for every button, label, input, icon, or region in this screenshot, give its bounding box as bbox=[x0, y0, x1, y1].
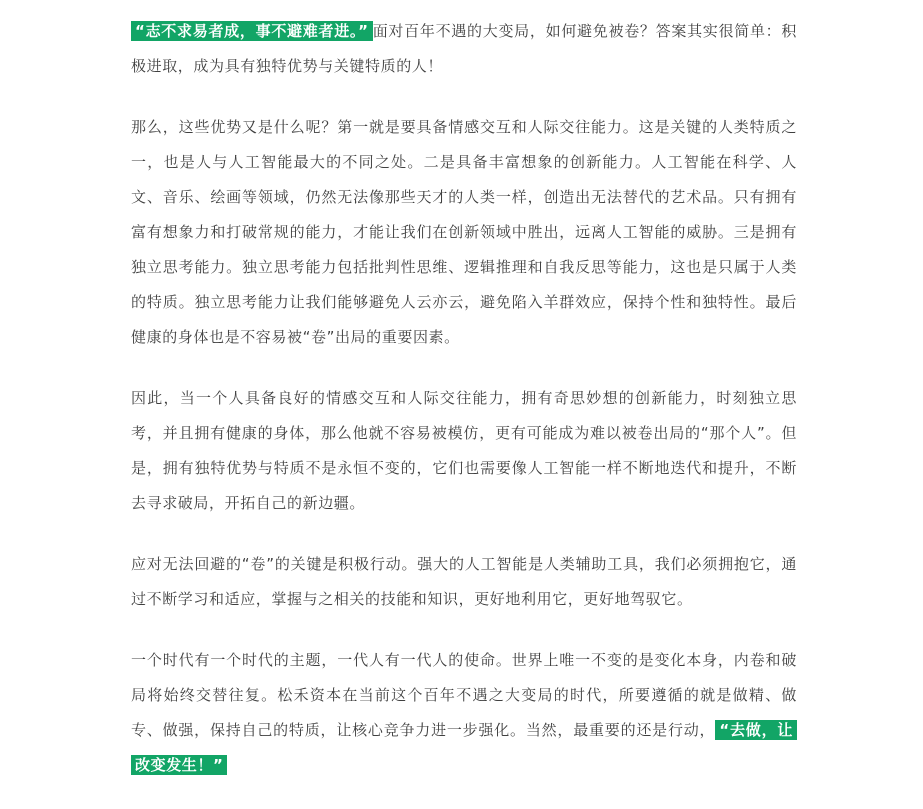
highlighted-quote: “志不求易者成，事不避难者进。” bbox=[131, 21, 373, 41]
paragraph-text: 应对无法回避的“卷”的关键是积极行动。强大的人工智能是人类辅助工具，我们必须拥抱它，通过不断学习和适应，掌握与之相关的技能和知识，更好地利用它，更好地驾驭它。 bbox=[131, 555, 797, 608]
paragraph-therefore bbox=[131, 381, 797, 521]
article-body bbox=[131, 14, 797, 809]
paragraph-conclusion bbox=[131, 643, 797, 783]
paragraph-action bbox=[131, 547, 797, 617]
paragraph-text: 一个时代有一个时代的主题，一代人有一代人的使命。世界上唯一不变的是变化本身，内卷和破局将始终交替往复。松禾资本在当前这个百年不遇之大变局的时代，所要遵循的就是做精、做专、做强，保持自己的特质，让核心竞争力进一步强化。当然，最重要的还是行动， bbox=[131, 651, 797, 739]
paragraph-text: 面对百年不遇的大变局，如何避免被卷？答案其实很简单：积极进取，成为具有独特优势与关键特质的人！ bbox=[131, 22, 797, 75]
paragraph-advantages bbox=[131, 110, 797, 355]
highlighted-slogan: “去做，让改变发生！” bbox=[131, 720, 797, 775]
paragraph-text: 因此，当一个人具备良好的情感交互和人际交往能力，拥有奇思妙想的创新能力，时刻独立思考，并且拥有健康的身体，那么他就不容易被模仿，更有可能成为难以被卷出局的“那个人”。但是，拥有独特优势与特质不是永恒不变的，它们也需要像人工智能一样不断地迭代和提升，不断去寻求破局，开拓自己的新边疆。 bbox=[131, 389, 797, 512]
paragraph-intro bbox=[131, 14, 797, 84]
paragraph-text: 那么，这些优势又是什么呢？第一就是要具备情感交互和人际交往能力。这是关键的人类特质之一，也是人与人工智能最大的不同之处。二是具备丰富想象的创新能力。人工智能在科学、人文、音乐、绘画等领域，仍然无法像那些天才的人类一样，创造出无法替代的艺术品。只有拥有富有想象力和打破常规的能力，才能让我们在创新领域中胜出，远离人工智能的威胁。三是拥有独立思考能力。独立思考能力包括批判性思维、逻辑推理和自我反思等能力，这也是只属于人类的特质。独立思考能力让我们能够避免人云亦云，避免陷入羊群效应，保持个性和独特性。最后健康的身体也是不容易被“卷”出局的重要因素。 bbox=[131, 118, 797, 346]
